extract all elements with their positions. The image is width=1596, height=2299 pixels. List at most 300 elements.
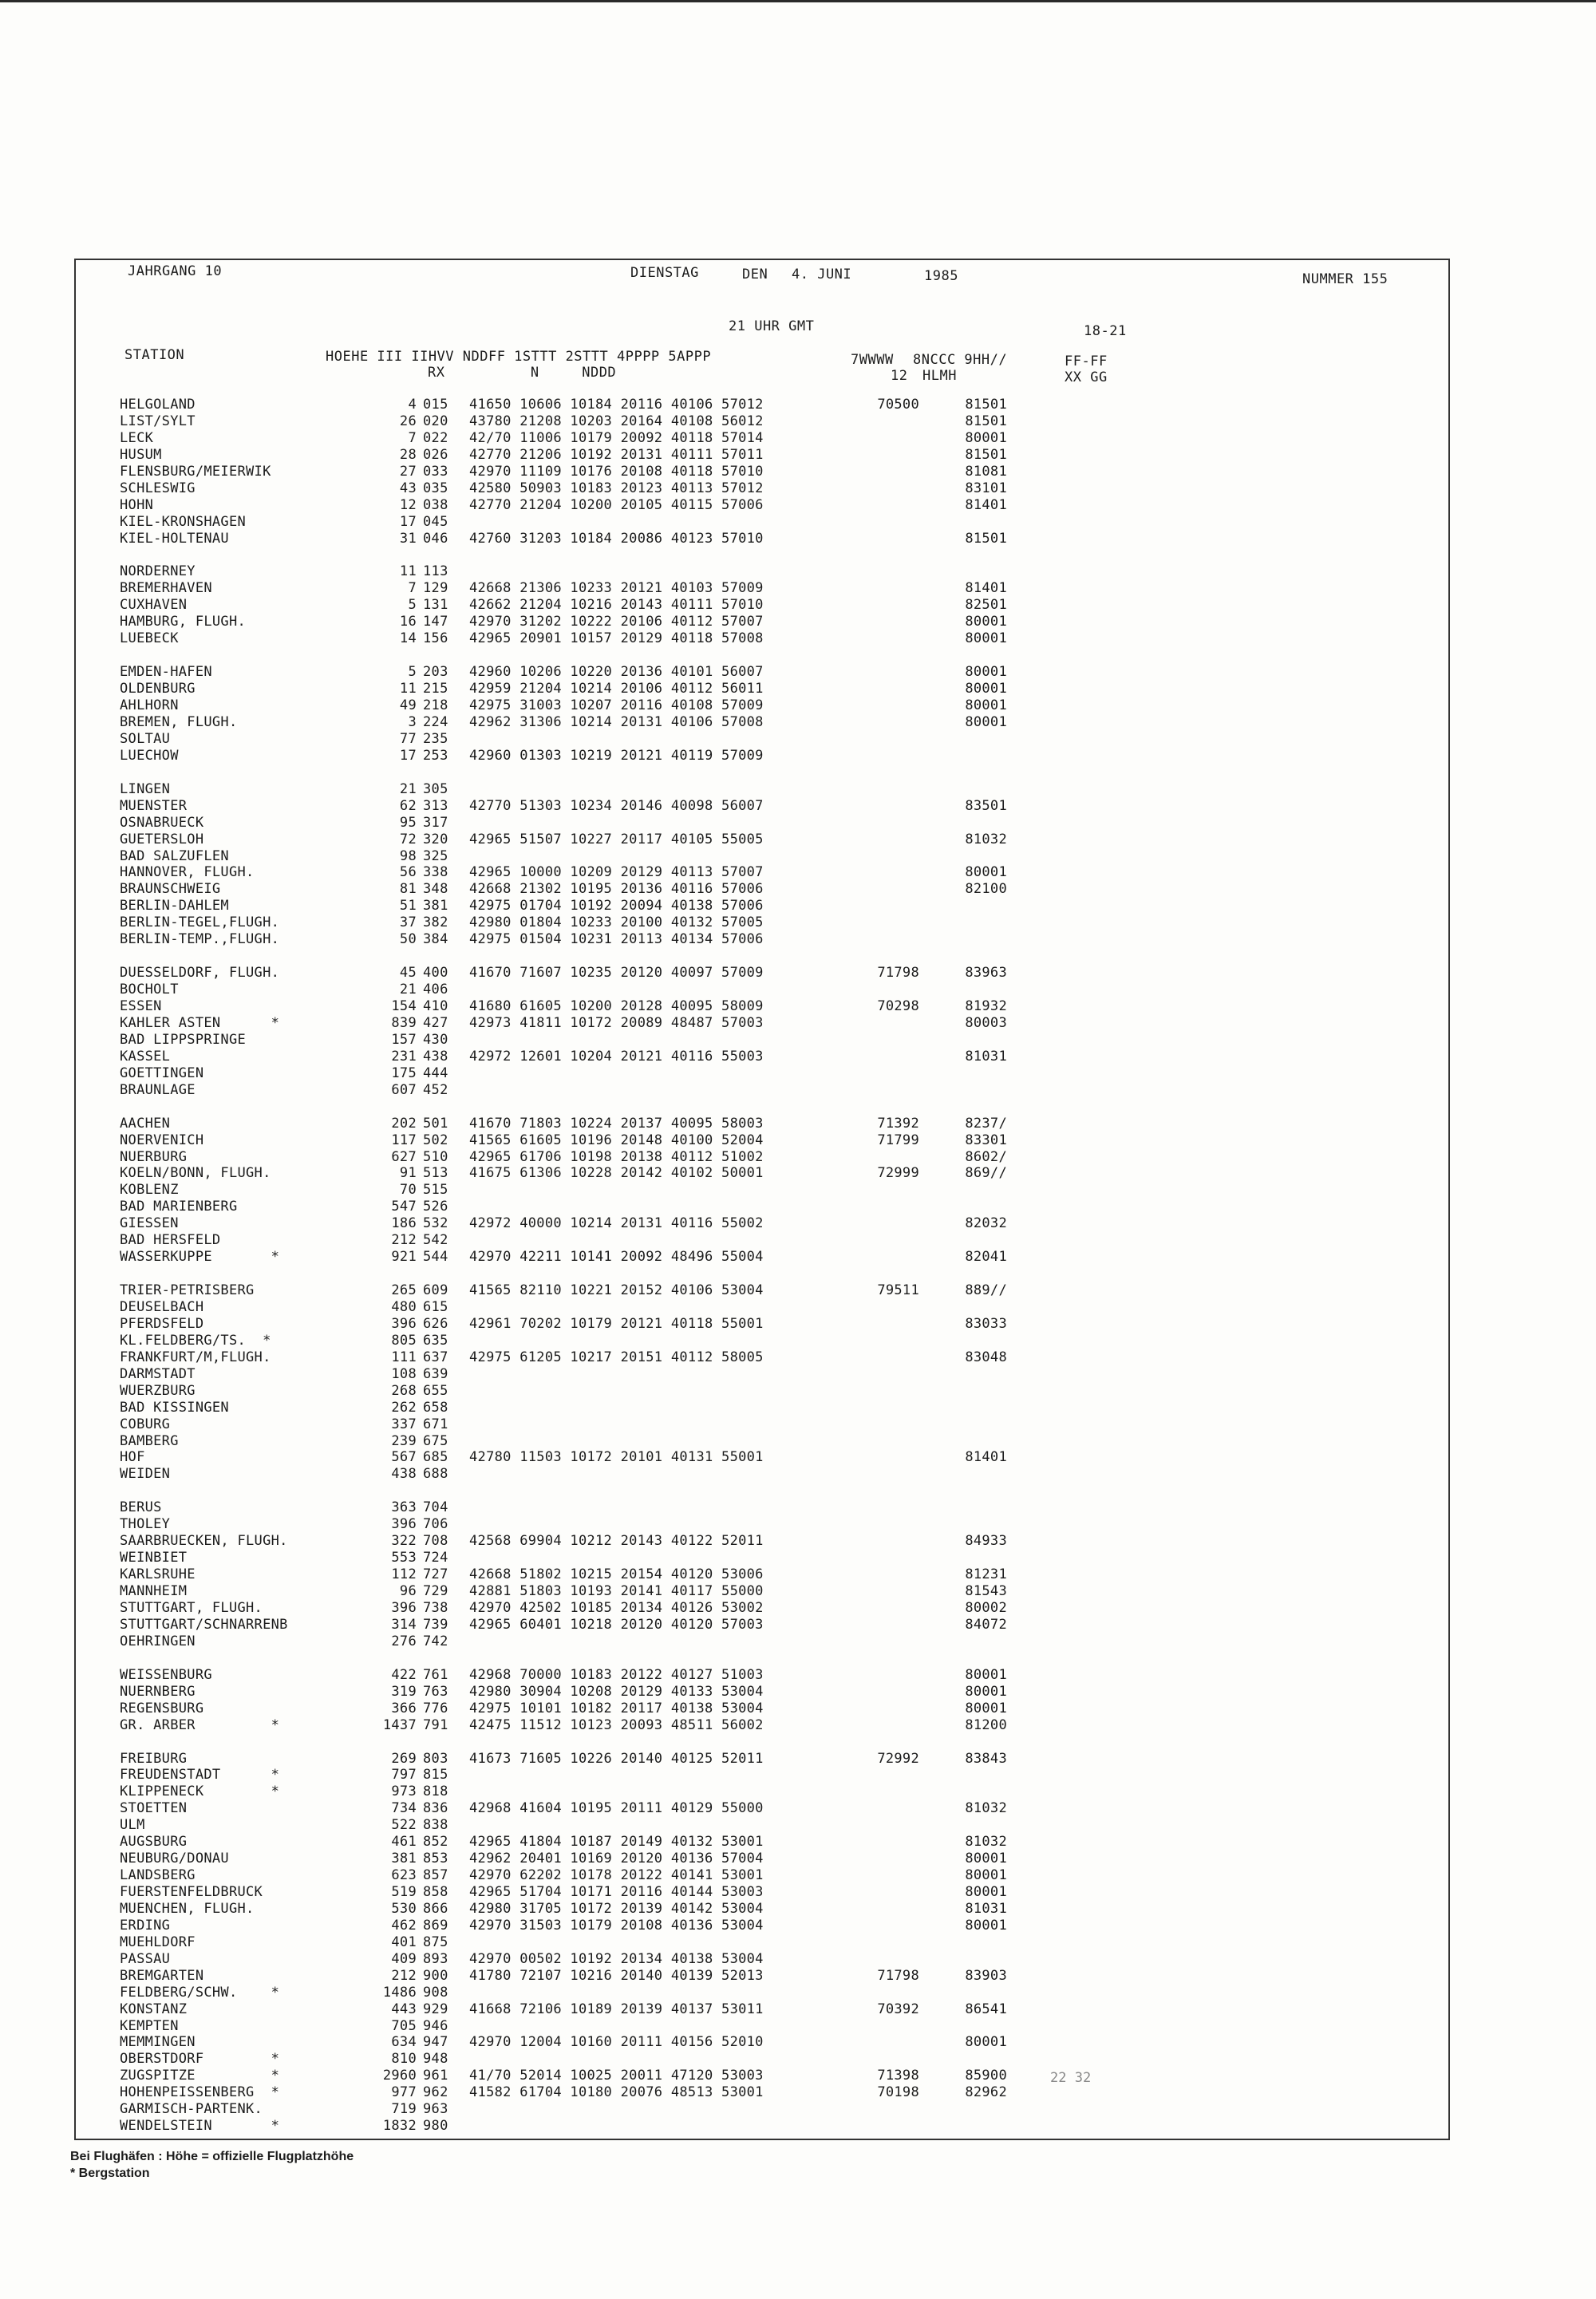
station-height: 396 [391, 1599, 417, 1616]
station-name: GR. ARBER * [120, 1716, 280, 1733]
top-rule [0, 0, 1596, 2]
station-height: 409 [391, 1950, 417, 1967]
station-name: BERLIN-DAHLEM [120, 898, 229, 914]
weather-group: 71798 [877, 1967, 919, 1984]
station-name: WASSERKUPPE * [120, 1249, 280, 1266]
station-name: OSNABRUECK [120, 814, 204, 831]
station-index: 704 [423, 1499, 448, 1516]
station-index: 857 [423, 1867, 448, 1884]
weather-group: 70198 [877, 2084, 919, 2101]
synop-groups: 42965 10000 10209 20129 40113 57007 [469, 864, 764, 881]
synop-groups: 42668 21302 10195 20136 40116 57006 [469, 881, 764, 898]
station-height: 21 [399, 780, 417, 797]
station-index: 046 [423, 530, 448, 547]
c8-column-subheader: HLMH [922, 368, 957, 384]
handwritten-side-note: 22 32 [1050, 2070, 1092, 2086]
synop-groups: 42960 10206 10220 20136 40101 56007 [469, 664, 764, 681]
weather-group: 79511 [877, 1282, 919, 1299]
synop-groups: 42475 11512 10123 20093 48511 56002 [469, 1716, 764, 1733]
station-height: 49 [399, 697, 417, 713]
station-height: 719 [391, 2101, 417, 2118]
cloud-group: 83301 [965, 1132, 1007, 1148]
station-index: 235 [423, 730, 448, 747]
station-height: 111 [391, 1349, 417, 1365]
synop-groups: 42/70 11006 10179 20092 40118 57014 [469, 429, 764, 446]
station-height: 17 [399, 513, 417, 530]
station-name: NORDERNEY [120, 563, 196, 580]
station-name: MANNHEIM [120, 1583, 188, 1599]
synop-groups: 42970 11109 10176 20108 40118 57010 [469, 463, 764, 480]
station-name: NUERBURG [120, 1148, 188, 1165]
station-index: 400 [423, 965, 448, 982]
jahrgang-label: JAHRGANG 10 [128, 263, 223, 279]
station-index: 685 [423, 1449, 448, 1466]
synop-groups: 42980 01804 10233 20100 40132 57005 [469, 914, 764, 931]
station-index: 026 [423, 446, 448, 463]
station-name: MUENSTER [120, 797, 188, 814]
station-height: 634 [391, 2034, 417, 2051]
station-name: STUTTGART, FLUGH. [120, 1599, 263, 1616]
station-height: 98 [399, 847, 417, 864]
synop-groups: 42960 01303 10219 20121 40119 57009 [469, 747, 764, 764]
station-name: HOHN [120, 496, 154, 513]
station-index: 035 [423, 480, 448, 496]
synop-groups: 42975 01504 10231 20113 40134 57006 [469, 931, 764, 948]
synop-groups: 42962 20401 10169 20120 40136 57004 [469, 1851, 764, 1867]
station-index: 526 [423, 1199, 448, 1215]
station-name: GOETTINGEN [120, 1065, 204, 1081]
synop-groups: 42973 41811 10172 20089 48487 57003 [469, 1014, 764, 1031]
station-index: 948 [423, 2051, 448, 2068]
station-height: 26 [399, 413, 417, 429]
station-height: 462 [391, 1917, 417, 1934]
station-height: 212 [391, 1232, 417, 1249]
station-height: 28 [399, 446, 417, 463]
station-index: 729 [423, 1583, 448, 1599]
cloud-group: 80001 [965, 681, 1007, 697]
cloud-group: 80001 [965, 713, 1007, 730]
station-name: FRANKFURT/M,FLUGH. [120, 1349, 271, 1365]
station-name: BAD LIPPSPRINGE [120, 1031, 247, 1048]
station-height: 56 [399, 864, 417, 881]
station-index: 900 [423, 1967, 448, 1984]
station-height: 839 [391, 1014, 417, 1031]
station-name: BREMEN, FLUGH. [120, 713, 238, 730]
synop-groups: 42975 10101 10182 20117 40138 53004 [469, 1700, 764, 1716]
station-column-header: STATION [124, 347, 185, 363]
gust-column-header: FF-FF [1065, 354, 1108, 369]
station-height: 31 [399, 530, 417, 547]
station-index: 038 [423, 496, 448, 513]
station-height: 50 [399, 931, 417, 948]
station-name: HELGOLAND [120, 397, 196, 413]
cloud-group: 80001 [965, 697, 1007, 713]
cloud-group: 80001 [965, 1700, 1007, 1716]
station-index: 452 [423, 1081, 448, 1098]
station-index: 739 [423, 1616, 448, 1633]
cloud-group: 83843 [965, 1750, 1007, 1767]
station-name: OEHRINGEN [120, 1633, 196, 1649]
station-height: 7 [408, 429, 417, 446]
station-name: BERLIN-TEGEL,FLUGH. [120, 914, 280, 931]
station-name: AHLHORN [120, 697, 179, 713]
cloud-group: 80001 [965, 1666, 1007, 1683]
synop-groups: 41582 61704 10180 20076 48513 53001 [469, 2084, 764, 2101]
cloud-group: 80001 [965, 1683, 1007, 1700]
station-name: SOLTAU [120, 730, 171, 747]
synop-groups: 42961 70202 10179 20121 40118 55001 [469, 1315, 764, 1332]
station-name: WENDELSTEIN * [120, 2118, 280, 2135]
station-name: BAD SALZUFLEN [120, 847, 229, 864]
cloud-group: 81200 [965, 1716, 1007, 1733]
synop-groups: 42959 21204 10214 20106 40112 56011 [469, 681, 764, 697]
cloud-group: 81031 [965, 1048, 1007, 1065]
cloud-group: 81231 [965, 1566, 1007, 1583]
synop-groups: 42760 31203 10184 20086 40123 57010 [469, 530, 764, 547]
station-index: 742 [423, 1633, 448, 1649]
station-index: 325 [423, 847, 448, 864]
station-index: 542 [423, 1232, 448, 1249]
station-index: 020 [423, 413, 448, 429]
station-name: STOETTEN [120, 1800, 188, 1817]
station-index: 763 [423, 1683, 448, 1700]
station-index: 544 [423, 1249, 448, 1266]
synop-groups: 42780 11503 10172 20101 40131 55001 [469, 1449, 764, 1466]
station-index: 776 [423, 1700, 448, 1716]
synop-groups: 42965 41804 10187 20149 40132 53001 [469, 1834, 764, 1851]
station-name: EMDEN-HAFEN [120, 664, 212, 681]
station-height: 17 [399, 747, 417, 764]
station-height: 567 [391, 1449, 417, 1466]
station-height: 810 [391, 2051, 417, 2068]
weather-group: 70298 [877, 998, 919, 1014]
cloud-group: 82501 [965, 597, 1007, 614]
station-index: 858 [423, 1884, 448, 1900]
issue-number: NUMMER 155 [1302, 271, 1389, 287]
station-name: NEUBURG/DONAU [120, 1851, 229, 1867]
station-index: 866 [423, 1900, 448, 1917]
cloud-group: 82041 [965, 1249, 1007, 1266]
station-index: 129 [423, 580, 448, 597]
station-height: 1832 [382, 2118, 417, 2135]
station-index: 156 [423, 630, 448, 647]
cloud-group: 81032 [965, 1834, 1007, 1851]
station-index: 045 [423, 513, 448, 530]
station-index: 708 [423, 1533, 448, 1550]
synop-groups: 42965 51704 10171 20116 40144 53003 [469, 1884, 764, 1900]
station-name: BOCHOLT [120, 982, 179, 998]
footnote-mountain-station: * Bergstation [70, 2167, 150, 2180]
station-height: 95 [399, 814, 417, 831]
station-height: 276 [391, 1633, 417, 1649]
station-name: THOLEY [120, 1516, 171, 1533]
cloud-group: 83903 [965, 1967, 1007, 1984]
synop-groups: 42970 31202 10222 20106 40112 57007 [469, 614, 764, 630]
station-height: 5 [408, 664, 417, 681]
synop-groups: 42975 61205 10217 20151 40112 58005 [469, 1349, 764, 1365]
cloud-group: 83033 [965, 1315, 1007, 1332]
station-height: 27 [399, 463, 417, 480]
station-index: 852 [423, 1834, 448, 1851]
station-height: 734 [391, 1800, 417, 1817]
cloud-group: 81543 [965, 1583, 1007, 1599]
station-height: 396 [391, 1315, 417, 1332]
station-index: 908 [423, 1984, 448, 2001]
station-height: 62 [399, 797, 417, 814]
station-name: HUSUM [120, 446, 162, 463]
cloud-group: 83048 [965, 1349, 1007, 1365]
weather-group: 71798 [877, 965, 919, 982]
cloud-group: 80002 [965, 1599, 1007, 1616]
station-name: NOERVENICH [120, 1132, 204, 1148]
station-name: NUERNBERG [120, 1683, 196, 1700]
station-height: 91 [399, 1165, 417, 1182]
station-height: 805 [391, 1332, 417, 1349]
station-name: MUEHLDORF [120, 1934, 196, 1950]
station-height: 16 [399, 614, 417, 630]
synop-groups: 41/70 52014 10025 20011 47120 53003 [469, 2068, 764, 2084]
weather-group: 71799 [877, 1132, 919, 1148]
synop-groups: 42881 51803 10193 20141 40117 55000 [469, 1583, 764, 1599]
station-index: 929 [423, 2001, 448, 2017]
station-index: 706 [423, 1516, 448, 1533]
station-index: 609 [423, 1282, 448, 1299]
synop-groups: 42970 31503 10179 20108 40136 53004 [469, 1917, 764, 1934]
station-name: KOELN/BONN, FLUGH. [120, 1165, 271, 1182]
cloud-group: 81031 [965, 1900, 1007, 1917]
cloud-group: 869// [965, 1165, 1007, 1182]
station-name: AUGSBURG [120, 1834, 188, 1851]
synop-groups: 42972 40000 10214 20131 40116 55002 [469, 1215, 764, 1232]
weather-group: 71398 [877, 2068, 919, 2084]
station-height: 627 [391, 1148, 417, 1165]
station-height: 443 [391, 2001, 417, 2017]
gust-column-subheader: XX GG [1065, 369, 1108, 385]
cloud-group: 81501 [965, 530, 1007, 547]
station-index: 532 [423, 1215, 448, 1232]
station-name: TRIER-PETRISBERG [120, 1282, 255, 1299]
station-height: 108 [391, 1365, 417, 1382]
c7-column-subheader: 12 [891, 368, 908, 384]
station-index: 317 [423, 814, 448, 831]
station-name: MUENCHEN, FLUGH. [120, 1900, 255, 1917]
station-index: 502 [423, 1132, 448, 1148]
station-name: KASSEL [120, 1048, 171, 1065]
station-index: 658 [423, 1399, 448, 1416]
station-name: LIST/SYLT [120, 413, 196, 429]
station-index: 815 [423, 1767, 448, 1784]
cloud-group: 82032 [965, 1215, 1007, 1232]
station-name: FLENSBURG/MEIERWIK [120, 463, 271, 480]
station-height: 268 [391, 1382, 417, 1399]
station-index: 313 [423, 797, 448, 814]
station-height: 262 [391, 1399, 417, 1416]
station-height: 186 [391, 1215, 417, 1232]
station-index: 671 [423, 1416, 448, 1432]
station-height: 231 [391, 1048, 417, 1065]
station-name: BREMGARTEN [120, 1967, 204, 1984]
station-index: 836 [423, 1800, 448, 1817]
code-columns-subheader: RX N NDDD [428, 365, 617, 381]
station-height: 1486 [382, 1984, 417, 2001]
cloud-group: 82100 [965, 881, 1007, 898]
station-height: 70 [399, 1182, 417, 1199]
station-name: ZUGSPITZE * [120, 2068, 280, 2084]
cloud-group: 84933 [965, 1533, 1007, 1550]
station-height: 7 [408, 580, 417, 597]
station-index: 947 [423, 2034, 448, 2051]
station-height: 623 [391, 1867, 417, 1884]
station-height: 366 [391, 1700, 417, 1716]
station-index: 803 [423, 1750, 448, 1767]
cloud-group: 81932 [965, 998, 1007, 1014]
station-height: 239 [391, 1432, 417, 1449]
station-index: 738 [423, 1599, 448, 1616]
station-index: 688 [423, 1466, 448, 1483]
station-height: 81 [399, 881, 417, 898]
station-index: 875 [423, 1934, 448, 1950]
station-index: 761 [423, 1666, 448, 1683]
cloud-group: 86541 [965, 2001, 1007, 2017]
station-index: 513 [423, 1165, 448, 1182]
station-index: 348 [423, 881, 448, 898]
station-index: 675 [423, 1432, 448, 1449]
cloud-group: 80001 [965, 630, 1007, 647]
cloud-group: 81501 [965, 397, 1007, 413]
synop-groups: 42972 12601 10204 20121 40116 55003 [469, 1048, 764, 1065]
station-index: 338 [423, 864, 448, 881]
station-name: KL.FELDBERG/TS. * [120, 1332, 271, 1349]
station-index: 962 [423, 2084, 448, 2101]
station-index: 838 [423, 1817, 448, 1834]
station-height: 96 [399, 1583, 417, 1599]
station-name: KIEL-KRONSHAGEN [120, 513, 247, 530]
station-height: 522 [391, 1817, 417, 1834]
synop-groups: 41673 71605 10226 20140 40125 52011 [469, 1750, 764, 1767]
cloud-group: 81501 [965, 413, 1007, 429]
cloud-group: 80001 [965, 1867, 1007, 1884]
station-name: BRAUNSCHWEIG [120, 881, 221, 898]
station-name: WUERZBURG [120, 1382, 196, 1399]
station-height: 381 [391, 1851, 417, 1867]
station-name: LUEBECK [120, 630, 179, 647]
cloud-group: 82962 [965, 2084, 1007, 2101]
weather-group: 72992 [877, 1750, 919, 1767]
station-name: GARMISCH-PARTENK. [120, 2101, 263, 2118]
station-height: 112 [391, 1566, 417, 1583]
synop-groups: 42770 21206 10192 20131 40111 57011 [469, 446, 764, 463]
station-index: 637 [423, 1349, 448, 1365]
synop-groups: 41780 72107 10216 20140 40139 52013 [469, 1967, 764, 1984]
station-name: ERDING [120, 1917, 171, 1934]
station-name: KLIPPENECK * [120, 1784, 280, 1800]
station-height: 461 [391, 1834, 417, 1851]
station-name: LECK [120, 429, 154, 446]
station-height: 2960 [382, 2068, 417, 2084]
station-index: 384 [423, 931, 448, 948]
weather-group: 70500 [877, 397, 919, 413]
c7-column-header: 7WWWW [851, 352, 894, 368]
synop-groups: 42662 21204 10216 20143 40111 57010 [469, 597, 764, 614]
station-name: LANDSBERG [120, 1867, 196, 1884]
synop-groups: 43780 21208 10203 20164 40108 56012 [469, 413, 764, 429]
station-index: 727 [423, 1566, 448, 1583]
synop-groups: 42980 31705 10172 20139 40142 53004 [469, 1900, 764, 1917]
station-name: BAMBERG [120, 1432, 179, 1449]
cloud-group: 81081 [965, 463, 1007, 480]
station-index: 438 [423, 1048, 448, 1065]
station-height: 977 [391, 2084, 417, 2101]
synop-groups: 42965 20901 10157 20129 40118 57008 [469, 630, 764, 647]
station-height: 363 [391, 1499, 417, 1516]
station-index: 444 [423, 1065, 448, 1081]
synop-groups: 42965 61706 10198 20138 40112 51002 [469, 1148, 764, 1165]
station-name: FREIBURG [120, 1750, 188, 1767]
year-label: 1985 [924, 268, 958, 284]
station-index: 980 [423, 2118, 448, 2135]
station-height: 322 [391, 1533, 417, 1550]
cloud-group: 889// [965, 1282, 1007, 1299]
station-index: 853 [423, 1851, 448, 1867]
synop-groups: 42668 51802 10215 20154 40120 53006 [469, 1566, 764, 1583]
synop-groups: 42970 42502 10185 20134 40126 53002 [469, 1599, 764, 1616]
station-height: 11 [399, 681, 417, 697]
station-name: OLDENBURG [120, 681, 196, 697]
station-height: 607 [391, 1081, 417, 1098]
station-index: 224 [423, 713, 448, 730]
station-height: 396 [391, 1516, 417, 1533]
station-name: FUERSTENFELDBRUCK [120, 1884, 263, 1900]
station-height: 401 [391, 1934, 417, 1950]
station-index: 382 [423, 914, 448, 931]
station-height: 37 [399, 914, 417, 931]
station-height: 72 [399, 831, 417, 847]
station-index: 131 [423, 597, 448, 614]
station-name: LINGEN [120, 780, 171, 797]
station-name: PASSAU [120, 1950, 171, 1967]
footnote-airports: Bei Flughäfen : Höhe = offizielle Flugplatzhöhe [70, 2150, 354, 2163]
cloud-group: 81401 [965, 496, 1007, 513]
synop-groups: 41675 61306 10228 20142 40102 50001 [469, 1165, 764, 1182]
station-name: WEISSENBURG [120, 1666, 212, 1683]
c8-column-header: 8NCCC 9HH// [913, 352, 1008, 368]
station-index: 410 [423, 998, 448, 1014]
station-name: MEMMINGEN [120, 2034, 196, 2051]
station-name: COBURG [120, 1416, 171, 1432]
cloud-group: 80001 [965, 664, 1007, 681]
station-index: 869 [423, 1917, 448, 1934]
station-index: 215 [423, 681, 448, 697]
station-index: 791 [423, 1716, 448, 1733]
station-index: 320 [423, 831, 448, 847]
station-name: LUECHOW [120, 747, 179, 764]
synop-groups: 42770 21204 10200 20105 40115 57006 [469, 496, 764, 513]
synop-groups: 42970 42211 10141 20092 48496 55004 [469, 1249, 764, 1266]
station-height: 12 [399, 496, 417, 513]
synop-groups: 42962 31306 10214 20131 40106 57008 [469, 713, 764, 730]
station-index: 501 [423, 1115, 448, 1132]
synop-groups: 42965 60401 10218 20120 40120 57003 [469, 1616, 764, 1633]
station-name: SAARBRUECKEN, FLUGH. [120, 1533, 288, 1550]
station-name: KAHLER ASTEN * [120, 1014, 280, 1031]
station-index: 635 [423, 1332, 448, 1349]
station-name: ULM [120, 1817, 145, 1834]
station-name: HOF [120, 1449, 145, 1466]
station-height: 212 [391, 1967, 417, 1984]
station-height: 21 [399, 982, 417, 998]
station-name: OBERSTDORF * [120, 2051, 280, 2068]
station-height: 14 [399, 630, 417, 647]
